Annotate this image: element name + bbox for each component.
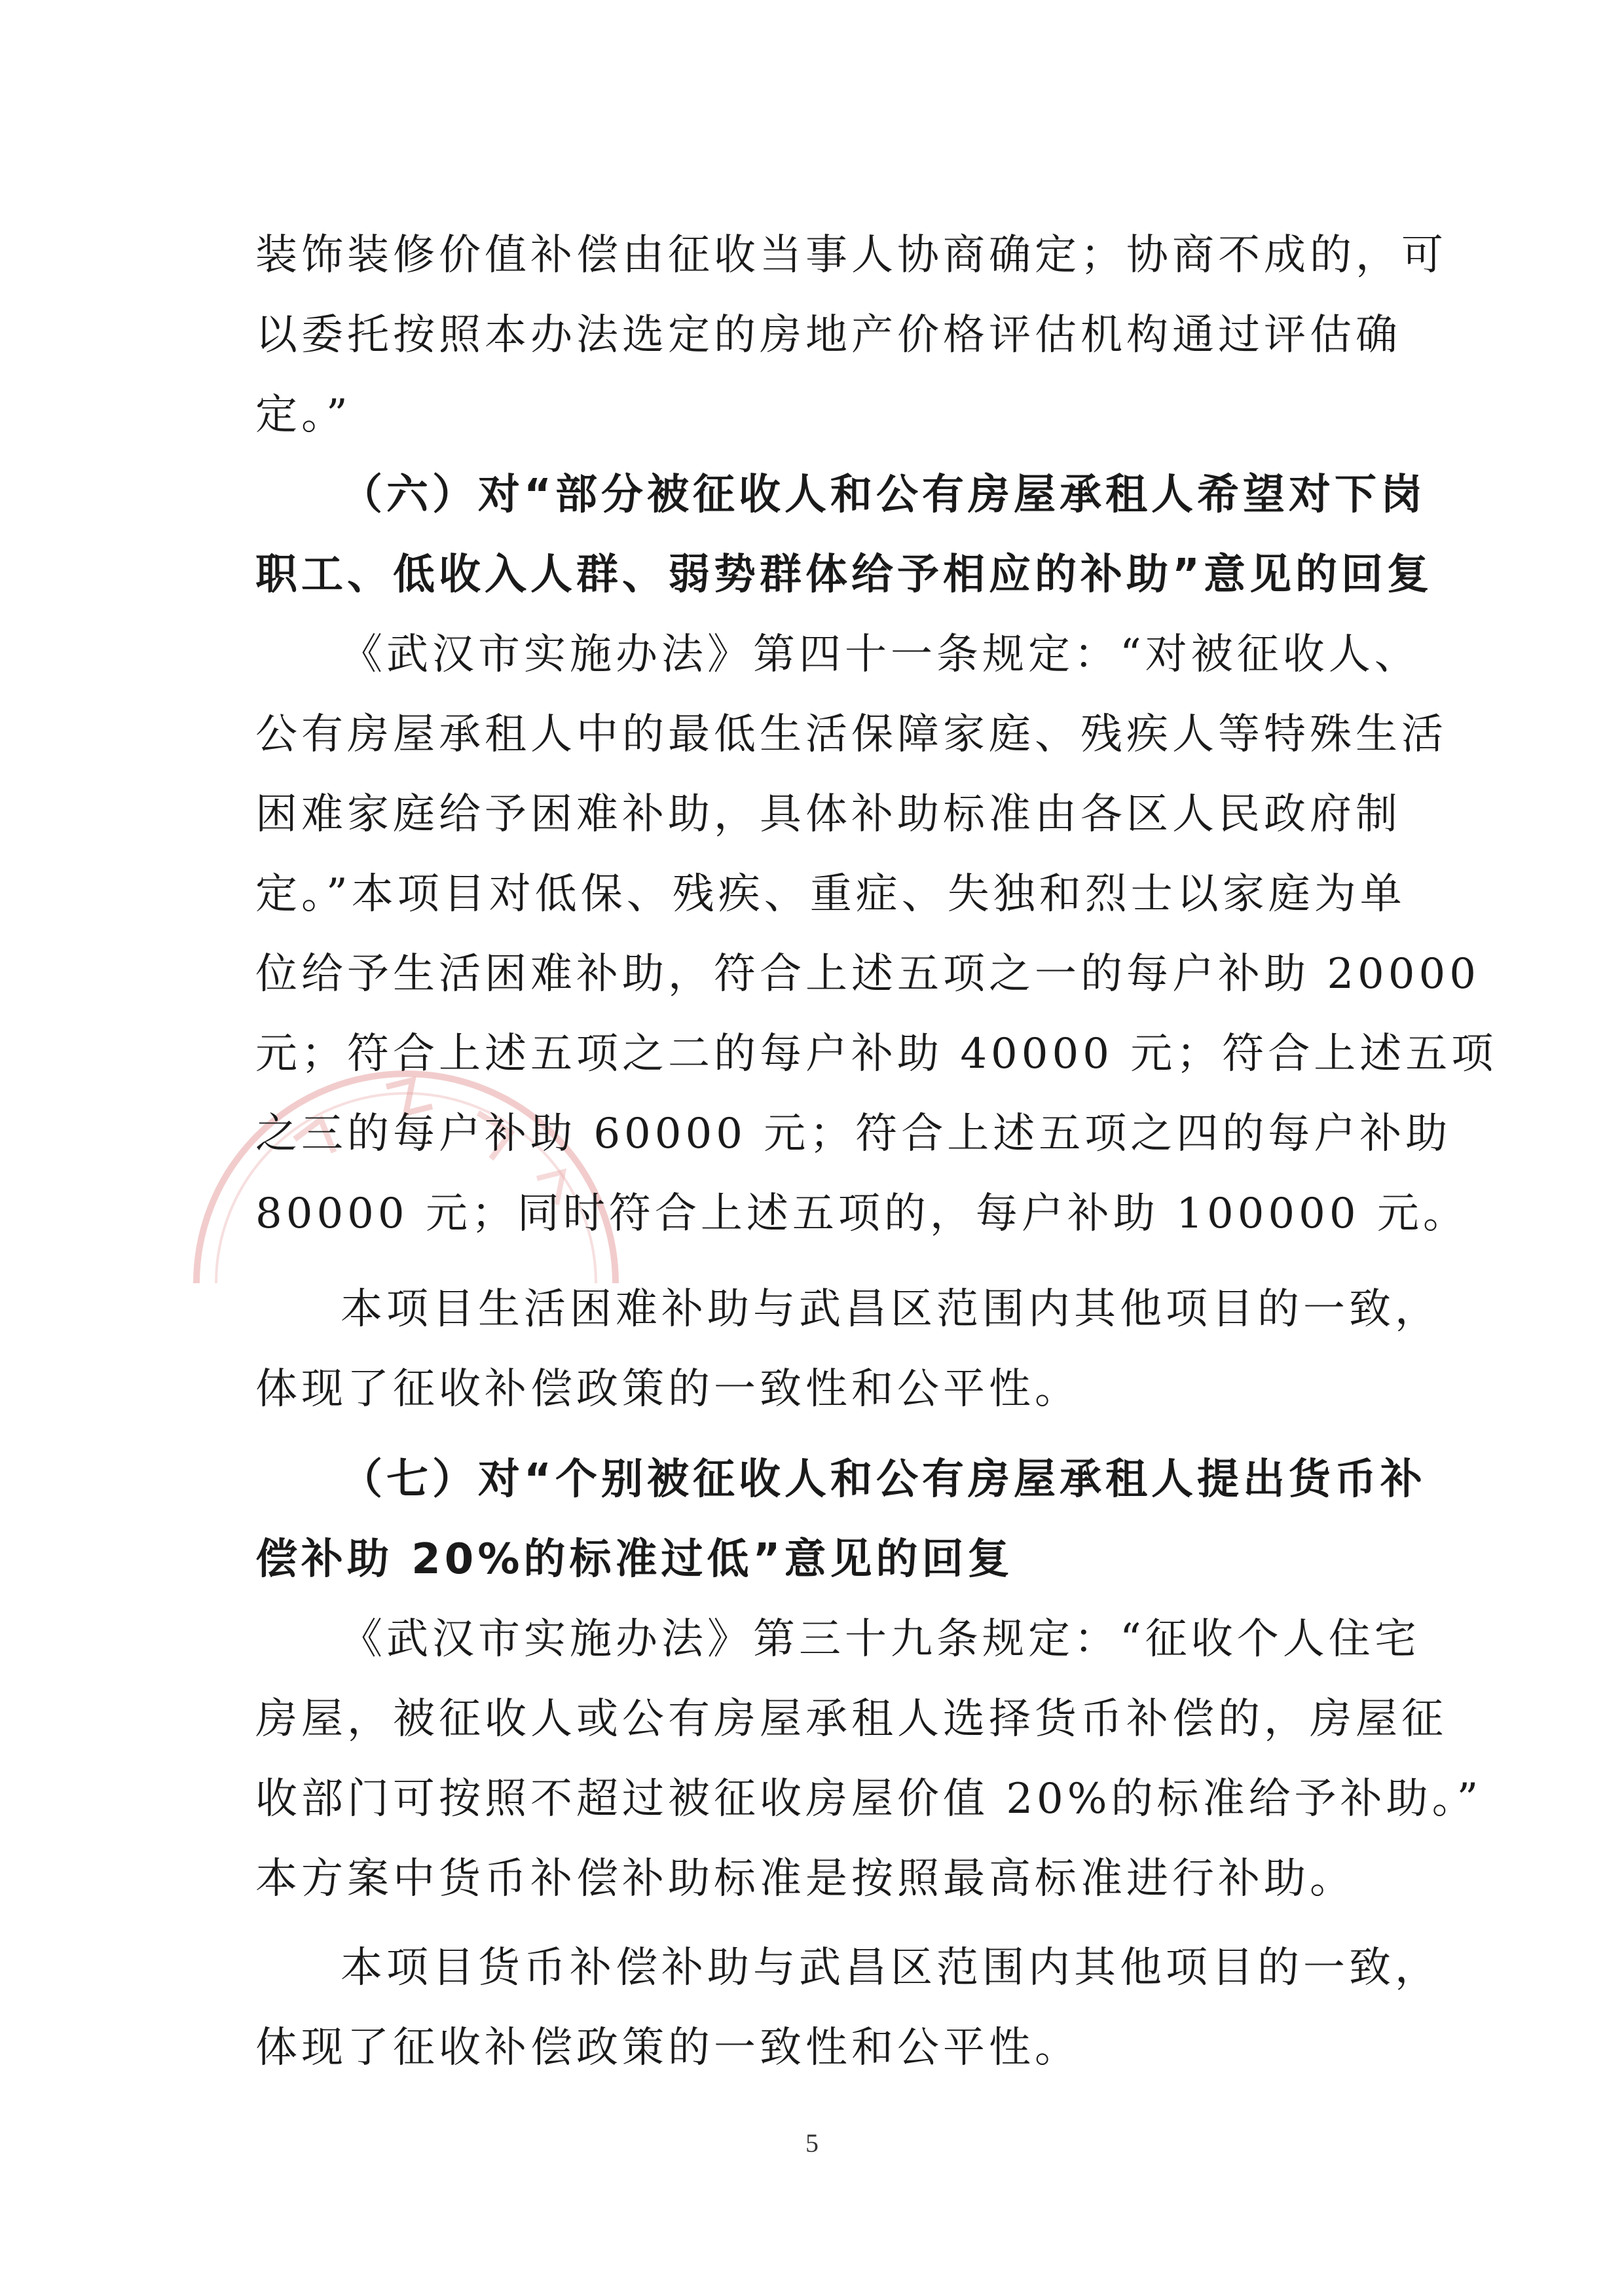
page-number: 5 [805,2128,819,2158]
paragraph-line: 本方案中货币补偿补助标准是按照最高标准进行补助。 [255,1855,1356,1903]
section-heading: （六）对“部分被征收人和公有房屋承租人希望对下岗 [341,471,1427,519]
paragraph-line: 房屋，被征收人或公有房屋承租人选择货币补偿的，房屋征 [255,1695,1447,1743]
paragraph-line: 体现了征收补偿政策的一致性和公平性。 [255,1365,1080,1413]
paragraph-line: 定。” [255,391,352,439]
paragraph-line: 收部门可按照不超过被征收房屋价值 20%的标准给予补助。” [255,1775,1483,1823]
paragraph-line: 公有房屋承租人中的最低生活保障家庭、残疾人等特殊生活 [255,710,1447,759]
paragraph-line: 之三的每户补助 60000 元；符合上述五项之四的每户补助 [255,1110,1452,1158]
paragraph-line: 80000 元；同时符合上述五项的，每户补助 100000 元。 [255,1190,1469,1238]
section-heading: 职工、低收入人群、弱势群体给予相应的补助”意见的回复 [255,551,1433,599]
paragraph-line: 定。”本项目对低保、残疾、重症、失独和烈士以家庭为单 [255,870,1406,919]
section-heading: （七）对“个别被征收人和公有房屋承租人提出货币补 [341,1455,1427,1504]
paragraph-line: 本项目货币补偿补助与武昌区范围内其他项目的一致， [341,1944,1441,1992]
paragraph-line: 以委托按照本办法选定的房地产价格评估机构通过评估确 [255,311,1401,359]
paragraph-line: 体现了征收补偿政策的一致性和公平性。 [255,2024,1080,2072]
paragraph-line: 困难家庭给予困难补助，具体补助标准由各区人民政府制 [255,790,1401,839]
paragraph-line: 《武汉市实施办法》第三十九条规定：“征收个人住宅 [341,1615,1420,1664]
paragraph-line: 装饰装修价值补偿由征收当事人协商确定；协商不成的，可 [255,231,1447,280]
paragraph-line: 元；符合上述五项之二的每户补助 40000 元；符合上述五项 [255,1030,1498,1078]
section-heading: 偿补助 20%的标准过低”意见的回复 [255,1535,1014,1584]
paragraph-line: 位给予生活困难补助，符合上述五项之一的每户补助 20000 [255,950,1480,998]
paragraph-line: 《武汉市实施办法》第四十一条规定：“对被征收人、 [341,630,1420,679]
paragraph-line: 本项目生活困难补助与武昌区范围内其他项目的一致， [341,1285,1441,1334]
